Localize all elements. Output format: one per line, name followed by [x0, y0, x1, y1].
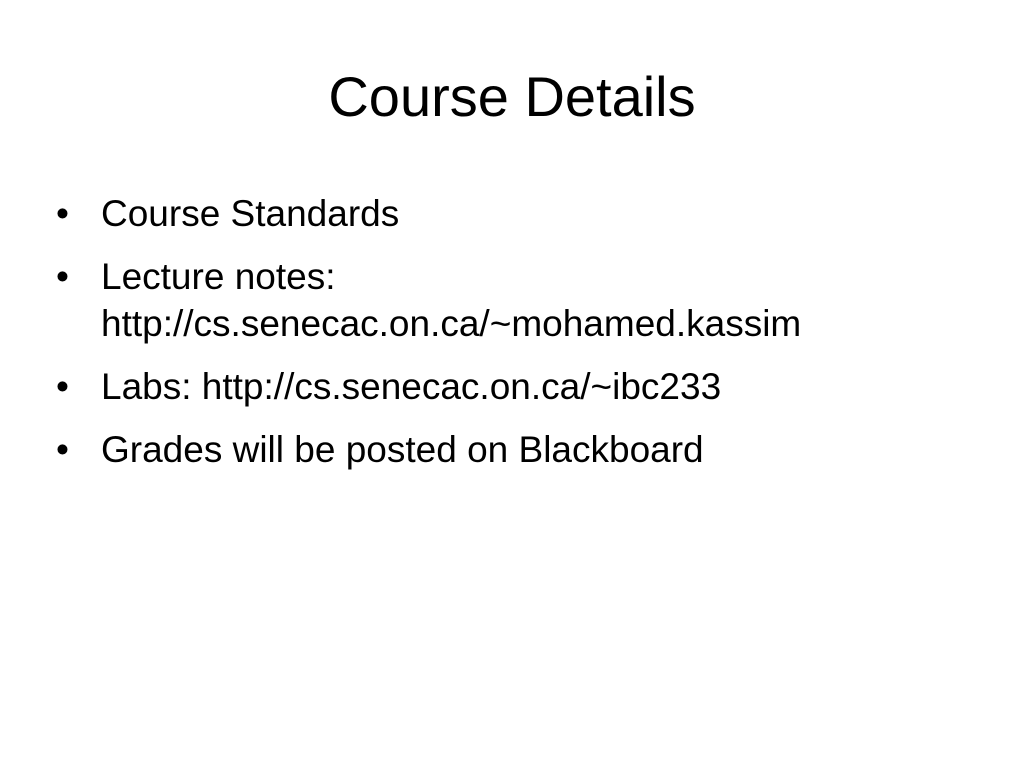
- bullet-list: [56, 190, 996, 489]
- bullet-text: Labs: http://cs.senecac.on.ca/~ibc233: [101, 366, 722, 407]
- bullet-icon: •: [56, 256, 69, 297]
- bullet-icon: •: [56, 193, 69, 234]
- slide-title: Course Details: [328, 65, 696, 128]
- bullet-item-labs: [56, 363, 996, 410]
- bullet-item-grades: [56, 426, 996, 473]
- bullet-text: Course Standards: [101, 193, 400, 234]
- bullet-text: Grades will be posted on Blackboard: [101, 429, 704, 470]
- bullet-icon: •: [56, 429, 69, 470]
- bullet-icon: •: [56, 366, 69, 407]
- bullet-item-lecture-notes: [56, 253, 996, 347]
- bullet-text: Lecture notes:: [101, 256, 336, 297]
- bullet-item-course-standards: [56, 190, 996, 237]
- lecture-notes-link: http://cs.senecac.on.ca/~mohamed.kassim: [101, 303, 802, 344]
